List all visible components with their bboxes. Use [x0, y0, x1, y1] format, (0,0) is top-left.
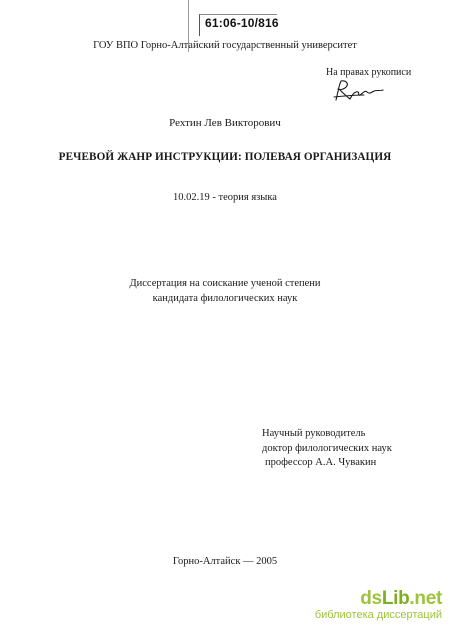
- author-name: Рехтин Лев Викторович: [169, 117, 281, 129]
- city-and-year: Горно-Алтайск — 2005: [172, 556, 278, 567]
- supervisor-block: [262, 427, 392, 471]
- archive-code: 61:06-10/816: [205, 16, 279, 30]
- supervisor-role: Научный руководитель: [262, 428, 366, 439]
- manuscript-rights-note: На правах рукописи: [326, 67, 412, 78]
- dslib-watermark: [315, 589, 442, 622]
- watermark-subtitle: библиотека диссертаций: [314, 609, 442, 621]
- degree-line-1: Диссертация на соискание ученой степени: [129, 278, 321, 289]
- degree-statement: [0, 276, 450, 306]
- university-name: ГОУ ВПО Горно-Алтайский государственный университет: [93, 40, 357, 51]
- handwritten-signature: [330, 78, 386, 104]
- degree-line-2: кандидата филологических наук: [152, 293, 298, 304]
- watermark-logo-net: .net: [409, 588, 442, 609]
- specialty-code: 10.02.19 - теория языка: [173, 192, 277, 203]
- supervisor-degree: доктор филологических наук: [262, 442, 392, 454]
- watermark-logo: [315, 589, 442, 609]
- watermark-logo-ds: ds: [360, 588, 382, 609]
- supervisor-name: профессор А.А. Чувакин: [265, 457, 377, 468]
- dissertation-title: РЕЧЕВОЙ ЖАНР ИНСТРУКЦИИ: ПОЛЕВАЯ ОРГАНИЗАЦИЯ: [58, 151, 392, 163]
- watermark-logo-lib: Lib: [381, 588, 410, 609]
